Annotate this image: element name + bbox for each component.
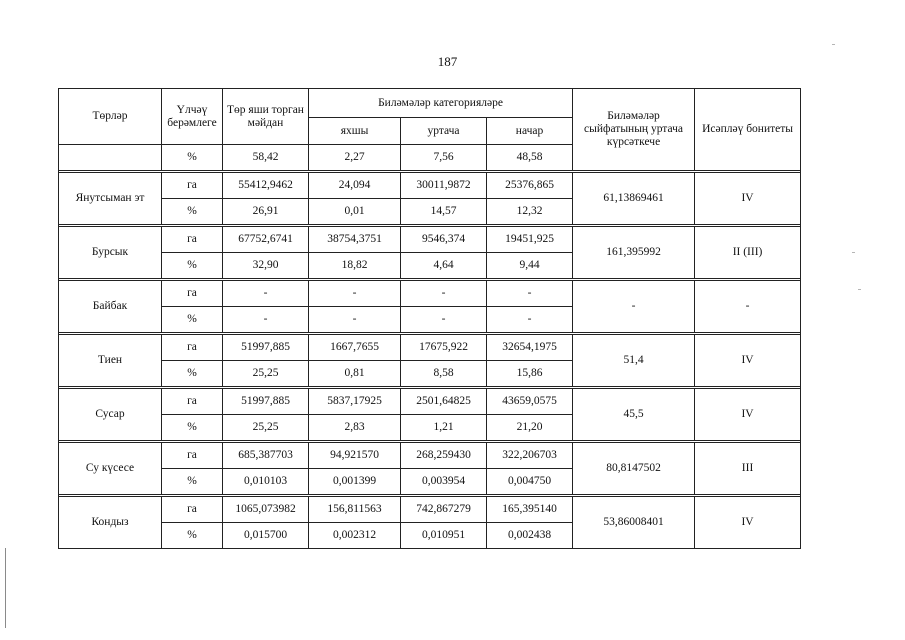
unit-cell: % (162, 307, 223, 333)
medium-cell: 0,010951 (401, 523, 487, 549)
poor-cell: 322,206703 (487, 443, 573, 469)
bonitet-cell: - (695, 281, 801, 333)
bonitet-cell: IV (695, 173, 801, 225)
unit-cell: % (162, 523, 223, 549)
good-cell: - (309, 307, 401, 333)
good-cell: 0,001399 (309, 469, 401, 495)
medium-cell: 4,64 (401, 253, 487, 279)
area-cell: - (223, 307, 309, 333)
medium-cell: 9546,374 (401, 227, 487, 253)
species-name: Янутсыман эт (59, 173, 162, 225)
poor-cell: 19451,925 (487, 227, 573, 253)
species-name: Сусар (59, 389, 162, 441)
bonitet-cell: IV (695, 335, 801, 387)
medium-cell: 8,58 (401, 361, 487, 387)
poor-cell: - (487, 281, 573, 307)
unit-cell: га (162, 443, 223, 469)
area-cell: 55412,9462 (223, 173, 309, 199)
unit-cell: % (162, 361, 223, 387)
medium-cell: 268,259430 (401, 443, 487, 469)
unit-cell: га (162, 281, 223, 307)
area-cell: 685,387703 (223, 443, 309, 469)
area-cell: 26,91 (223, 199, 309, 225)
species-name: Байбак (59, 281, 162, 333)
poor-cell: 25376,865 (487, 173, 573, 199)
quality-index-cell: 61,13869461 (573, 173, 695, 225)
habitat-table (58, 88, 801, 549)
good-cell: 0,81 (309, 361, 401, 387)
unit-cell: га (162, 335, 223, 361)
total-blank-cell (59, 145, 162, 171)
total-poor: 48,58 (487, 145, 573, 171)
medium-cell: 30011,9872 (401, 173, 487, 199)
poor-cell: 12,32 (487, 199, 573, 225)
good-cell: - (309, 281, 401, 307)
unit-cell: % (162, 199, 223, 225)
header-species: Төрләр (59, 89, 162, 145)
header-bonitet: Исәпләү бонитеты (695, 89, 801, 171)
species-name: Су күсесе (59, 443, 162, 495)
table-row (59, 389, 801, 415)
area-cell: 0,010103 (223, 469, 309, 495)
area-cell: 51997,885 (223, 389, 309, 415)
area-cell: 32,90 (223, 253, 309, 279)
unit-cell: га (162, 173, 223, 199)
species-name: Кондыз (59, 497, 162, 549)
medium-cell: 1,21 (401, 415, 487, 441)
medium-cell: - (401, 281, 487, 307)
poor-cell: 43659,0575 (487, 389, 573, 415)
header-poor: начар (487, 118, 573, 145)
unit-cell: га (162, 227, 223, 253)
species-name: Бурсык (59, 227, 162, 279)
species-name: Тиен (59, 335, 162, 387)
medium-cell: 742,867279 (401, 497, 487, 523)
area-cell: 0,015700 (223, 523, 309, 549)
header-categories: Биләмәләр категорияләре (309, 89, 573, 118)
good-cell: 2,83 (309, 415, 401, 441)
total-good: 2,27 (309, 145, 401, 171)
header-unit: Үлчәү берәмлеге (162, 89, 223, 145)
area-cell: - (223, 281, 309, 307)
good-cell: 24,094 (309, 173, 401, 199)
header-quality-index: Биләмәләр сыйфатының уртача күрсәткече (573, 89, 695, 171)
table-row (59, 227, 801, 253)
area-cell: 67752,6741 (223, 227, 309, 253)
good-cell: 0,01 (309, 199, 401, 225)
good-cell: 18,82 (309, 253, 401, 279)
scan-speck (858, 289, 861, 290)
area-cell: 51997,885 (223, 335, 309, 361)
unit-cell: % (162, 469, 223, 495)
unit-cell: га (162, 497, 223, 523)
scan-speck (852, 252, 855, 253)
unit-cell: га (162, 389, 223, 415)
header-medium: уртача (401, 118, 487, 145)
quality-index-cell: 80,8147502 (573, 443, 695, 495)
good-cell: 1667,7655 (309, 335, 401, 361)
bonitet-cell: II (III) (695, 227, 801, 279)
quality-index-cell: - (573, 281, 695, 333)
poor-cell: 165,395140 (487, 497, 573, 523)
medium-cell: 17675,922 (401, 335, 487, 361)
table-row (59, 443, 801, 469)
quality-index-cell: 45,5 (573, 389, 695, 441)
total-medium: 7,56 (401, 145, 487, 171)
good-cell: 0,002312 (309, 523, 401, 549)
good-cell: 94,921570 (309, 443, 401, 469)
good-cell: 5837,17925 (309, 389, 401, 415)
scan-speck (832, 44, 835, 45)
table-row (59, 335, 801, 361)
poor-cell: 21,20 (487, 415, 573, 441)
total-area: 58,42 (223, 145, 309, 171)
unit-cell: % (162, 253, 223, 279)
page-number: 187 (437, 54, 458, 69)
quality-index-cell: 53,86008401 (573, 497, 695, 549)
scan-edge-mark (5, 548, 6, 628)
good-cell: 156,811563 (309, 497, 401, 523)
poor-cell: 0,004750 (487, 469, 573, 495)
area-cell: 25,25 (223, 361, 309, 387)
good-cell: 38754,3751 (309, 227, 401, 253)
header-row (59, 89, 801, 118)
header-good: яхшы (309, 118, 401, 145)
area-cell: 1065,073982 (223, 497, 309, 523)
bonitet-cell: III (695, 443, 801, 495)
medium-cell: - (401, 307, 487, 333)
table-row (59, 497, 801, 523)
poor-cell: 15,86 (487, 361, 573, 387)
poor-cell: - (487, 307, 573, 333)
bonitet-cell: IV (695, 497, 801, 549)
medium-cell: 14,57 (401, 199, 487, 225)
table-row (59, 173, 801, 199)
total-unit: % (162, 145, 223, 171)
bonitet-cell: IV (695, 389, 801, 441)
poor-cell: 9,44 (487, 253, 573, 279)
poor-cell: 0,002438 (487, 523, 573, 549)
header-area: Төр яши торган мәйдан (223, 89, 309, 145)
quality-index-cell: 161,395992 (573, 227, 695, 279)
table-row (59, 281, 801, 307)
quality-index-cell: 51,4 (573, 335, 695, 387)
poor-cell: 32654,1975 (487, 335, 573, 361)
table-body (59, 89, 801, 549)
medium-cell: 0,003954 (401, 469, 487, 495)
medium-cell: 2501,64825 (401, 389, 487, 415)
area-cell: 25,25 (223, 415, 309, 441)
unit-cell: % (162, 415, 223, 441)
